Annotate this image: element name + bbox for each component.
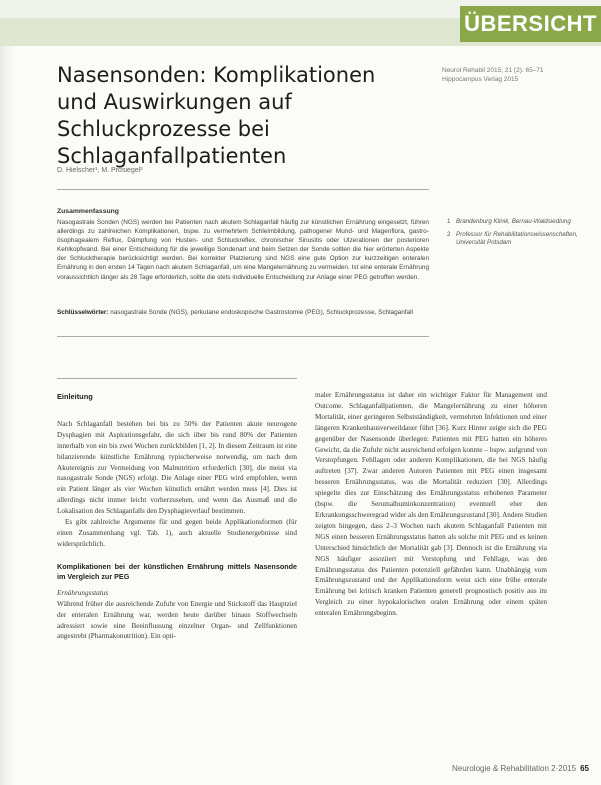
citation-publisher: Hippocampus Verlag 2015 xyxy=(442,76,519,83)
article-title: Nasensonden: Komplikationen und Auswirkungen auf Schluckprozesse bei Schlaganfallpatienten xyxy=(57,63,376,168)
divider xyxy=(57,378,297,379)
body-column-right xyxy=(315,390,547,619)
body-column-left xyxy=(57,392,297,642)
subsection-heading-ernaehrungsstatus: Ernährungsstatus xyxy=(57,588,109,597)
affiliation-item xyxy=(447,231,587,248)
citation xyxy=(442,66,592,84)
paragraph: Nach Schlaganfall bestehen bei bis zu 50% der Patienten akute neurogene Dysphagien mit Aspirationsgefahr, die sich über bis rund 80% der Patienten innerhalb von ein bis zwei Wochen zurückbilden [1, 2]. In diesem Zeitraum ist eine bilanzierende künstliche Ernährung typischerweise notwendig, um nach dem Akutereignis zur Vermeidung von Malnutrition erforderlich [30], die meist via nasogastrale Sonde (NGS) erfolgt. Die Anlage einer PEG wird empfohlen, wenn ein Patient länger als vier Wochen künstlich ernährt werden muss [4]. Dies ist allerdings nicht immer leicht vorherzusehen, und wenn das Ausmaß und die Lokalisation des Schlaganfalls den Dysphagieverlauf bestimmen. xyxy=(57,419,297,516)
abstract-text: Nasogastrale Sonden (NGS) werden bei Patienten nach akutem Schlaganfall häufig zur künstlichen Ernährung eingesetzt, führen allerdings zu zahlreichen Komplikationen, bspw. zu vermehrtem Schleimbildung, pathogener Mund- und Magenflora, gastro-ösophagealem Reflux, Dämpfung von Husten- und Schluckreflex, chronischer Sinusitis oder Ulzerationen der posterioren Kehlkopfwand. Bei einer Entscheidung für die jeweilige Sondenart und beim Setzen der Sonde sollten die hier erörterten Aspekte der Schlucktherapie berücksichtigt werden. Bei korrekter Platzierung sind NGS eine gute Option zur kurzzeitigen enteralen Ernährung in den ersten 14 Tagen nach akutem Schlaganfall, um eine Mangelernährung zu vermeiden. Ist eine enterale Ernährung voraussichtlich länger als 28 Tage erforderlich, sollte die stets individuelle Entscheidung zur Anlage einer PEG getroffen werden. xyxy=(57,219,429,281)
page-footer xyxy=(452,764,589,773)
paragraph: maler Ernährungsstatus ist daher ein wichtiger Faktor für Management und Outcome. Schlaganfallpatienten, die Mangelernährung zu einer höheren Mortalität, einer geringeren Selbstständigkeit, vermehrten Infektionen und einer längeren Krankenhausverweildauer führt [36]. Kurz Hinter zeigte sich die PEG gegenüber der Nasensonde überlegen: Patienten mit PEG hatten ein höheres Gewicht, da die Zufuhr nicht ausreichend erfolgen konnte – bspw. aufgrund von Verstopfungen. Fehllagen oder anderen Komplikationen, die bei NGS häufig auftreten [37]. Zwar anderen Autoren Patienten mit PEG einen insgesamt besseren Ernährungsstatus, was die Mortalität reduziert [30]. Allerdings spiegelte dies zur Einschätzung des Ernährungsstatus erhobenen Parameter (bspw. die Serumalbuminkonzentration) eventuell eher den Erkrankungsschweregrad wider als den Ernährungszustand [30]. Andere Studien zeigten hingegen, dass 2–3 Wochen nach akutem Schlaganfall Patienten mit NGS einen besseren Ernährungsstatus hatten als solche mit PEG und es keinen Unterschied hinsichtlich der Mortalität gab [3]. Dennoch ist die Ernährung via NGS häufiger assoziiert mit Verstopfung und Fehllage, was den Ernährungsstatus des Patienten potenziell gefährden kann. Unabhängig vom Ernährungszustand und der Applikationsform weist sich eine frühe enterale Ernährung bei kritisch kranken Patienten generell prognostisch positiv aus im Vergleich zu einer hypokalorischen oralen Ernährung oder einem späten enteralen Ernährungsbeginn. xyxy=(315,391,547,618)
affiliation-text: Brandenburg Klinik, Bernau-Waldsiedlung xyxy=(456,218,571,225)
section-banner xyxy=(0,0,601,46)
affiliation-item xyxy=(447,218,587,227)
paragraph: Es gibt zahlreiche Argumente für und gegen beide Applikationsformen (für einen Zusammenhang vgl. Tab. 1), auch aktuelle Studienergebnisse sind widersprüchlich. xyxy=(57,518,297,548)
affiliations xyxy=(447,218,587,252)
keywords xyxy=(57,308,429,317)
citation-reference: Neurol Rehabil 2015; 21 (2): 65–71 xyxy=(442,67,544,74)
keywords-list: nasogastrale Sonde (NGS), perkutane endoskopische Gastrostomie (PEG), Schluckprozesse, Schlaganfall xyxy=(108,309,413,316)
journal-name: Neurologie & Rehabilitation 2·2015 xyxy=(452,764,577,773)
divider xyxy=(57,189,429,190)
page-fold-shadow xyxy=(0,0,14,785)
section-label: ÜBERSICHT xyxy=(460,6,601,42)
keywords-label: Schlüsselwörter: xyxy=(57,309,109,316)
paragraph: Während früher die ausreichende Zufuhr von Energie und Stickstoff das Hauptziel der enteralen Ernährung war, werden heute darüber hinaus Stoffwechseln adressiert sowie eine Beeinflussung einzelner Organ- und Zellfunktionen angestrebt (Pharmakonutrition). Ein opti- xyxy=(57,599,297,641)
authors: D. Hielscher¹, M. Prosiegel² xyxy=(57,167,143,174)
abstract-heading: Zusammenfassung xyxy=(57,208,119,215)
affiliation-number: 1 xyxy=(447,218,451,225)
affiliation-number: 2 xyxy=(447,230,451,238)
divider xyxy=(57,336,429,337)
section-heading-einleitung: Einleitung xyxy=(57,392,93,401)
affiliation-text: Professor für Rehabilitationswissenschaften, Universität Potsdam xyxy=(456,230,578,247)
section-heading-komplikationen: Komplikationen bei der künstlichen Ernährung mittels Nasensonde im Vergleich zur PEG xyxy=(57,561,297,581)
page-number: 65 xyxy=(580,764,589,773)
